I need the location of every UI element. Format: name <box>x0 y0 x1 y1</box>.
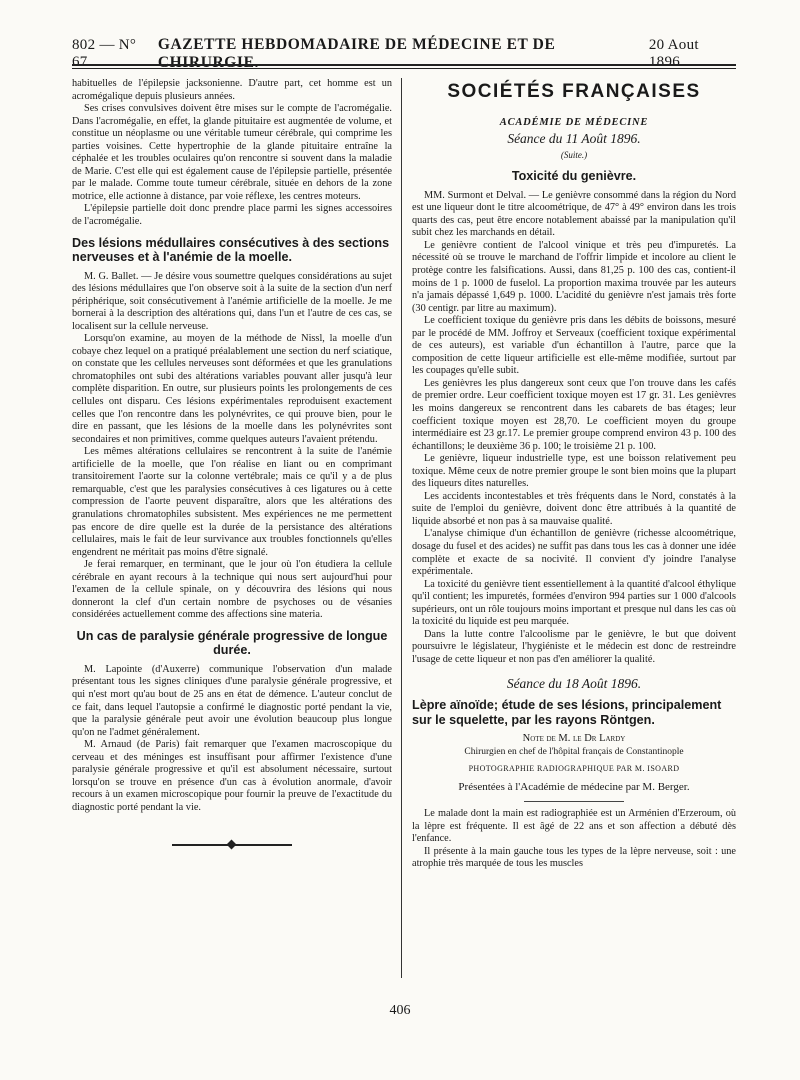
paragraph: M. Arnaud (de Paris) fait remarquer que l'examen macroscopique du cerveau et des méninges est insuffisant pour affirmer l'existence d'une paralysie générale progressive et qu'il est absolument nécessaire, surtout lorsqu'on se trouve en présence d'un cas à évolution anormale, d'avoir recours à un examen microscopique pour fournir la preuve de l'exactitude du diagnostic porté pendant la vie. <box>72 739 392 813</box>
note-author: Note de M. le Dr Lardy <box>522 733 626 745</box>
paragraph: Dans la lutte contre l'alcoolisme par le genièvre, le but que doivent poursuivre le législateur, l'hygiéniste et le médecin est donc de restreindre l'usage de cette liqueur et non pas d'en améliorer la qualité. <box>412 628 736 665</box>
running-header <box>72 36 736 71</box>
header-rule-thin <box>72 68 736 69</box>
paragraph: Les genièvres les plus dangereux sont ceux que l'on trouve dans les cafés de premier ordre. Leur coefficient toxique moyen est 17 gr. 31. Les genièvres les moins dangereux se rencontrent dans les cabarets de bas étages; leur coefficient toxique moyen est 28,70. Le coefficient moyen du groupe intermédiaire est 23 gr.17. Le premier groupe comprend environ 43 p. 100 des échantillons; le deuxième 36 p. 100; le troisième 21 p. 100. <box>412 377 736 452</box>
section-heading: Des lésions médullaires consécutives à des sections nerveuses et à l'anémie de la moelle. <box>72 235 390 265</box>
right-column <box>412 78 736 871</box>
paragraph: Les mêmes altérations cellulaires se rencontrent à la suite de l'anémie artificielle de la moelle, que l'on réalise en liant ou en comprimant transitoirement l'aorte sur la colonne vertébrale; mais ce qu'il y a de plus remarquable, c'est que les paralysies consécutives à ces ligatures ou à cette compression de l'aorte peuvent disparaître, alors que les altérations des granulations chromatophiles subsistent. Mes expériences ne me permettent pas encore de dire quelle est la durée de la persistance des altérations cellulaires, mais le fait de leur survivance aux troubles fonctionnels qu'elles engendrent ne méritait pas moins d'être signalé. <box>72 446 392 558</box>
academy-heading: ACADÉMIE DE MÉDECINE <box>499 116 649 128</box>
paragraph: MM. Surmont et Delval. — Le genièvre consommé dans la région du Nord est une liqueur dont le titre alcoométrique, de 47° à 49° environ dans les trois quarts des cas, peut être encore notablement abaissé par la manipulation qu'il subit chez les marchands en détail. <box>412 189 736 239</box>
main-heading: SOCIÉTÉS FRANÇAISES <box>447 81 701 102</box>
paragraph: M. G. Ballet. — Je désire vous soumettre quelques considérations au sujet des lésions médullaires que l'on observe soit à la suite de la section d'un nerf périphérique, soit consécutivement à l'anémie artificielle de la moelle. Je me bornerai à la description des altérations qui, dans l'un et l'autre de ces cas, se localisent sur la cellule nerveuse. <box>72 270 392 332</box>
page-number: 802 — N° 67. <box>72 37 137 70</box>
issue-date: 20 Aout 1896. <box>648 37 699 70</box>
folio-number: 406 <box>389 1003 411 1018</box>
paragraph: Ses crises convulsives doivent être mises sur le compte de l'acromégalie. Dans l'acromégalie, en effet, la glande pituitaire est augmentée de volume, et constitue un néoplasme ou une véritable tumeur cérébrale, qui comprime les parties voisines. Cette hypertrophie de la glande pituitaire entraîne la céphalée et les troubles oculaires qu'on rencontre si souvent dans la maladie de Marie. C'est elle qui est également cause de l'épilepsie partielle, présentée par le malade. Comme toute tumeur cérébrale, située en dehors de la zone motrice, elle actionne à distance, par voie réflexe, les centres moteurs. <box>72 103 392 202</box>
session-date: Séance du 11 Août 1896. <box>507 131 641 147</box>
paragraph: Le genièvre, liqueur industrielle type, est une boisson relativement peu toxique. Même ceux de notre premier groupe le sont bien moins que la plupart des liqueurs dites naturelles. <box>412 453 736 490</box>
section-heading: Un cas de paralysie générale progressive de longue durée. <box>76 628 388 658</box>
paragraph: Le genièvre contient de l'alcool vinique et très peu d'impuretés. La nécessité où se trouve le marchand de l'offrir limpide et incolore au client le protège contre les falsifications. Aussi, dans 81,25 p. 100 des cas, contient-il moins de 1 p. 1000 de fuselol. La proportion maxima trouvée par les auteurs n'a jamais dépassé 1,649 p. 1000. L'acidité du genièvre n'est jamais très forte (30 centigr. par litre au maximum). <box>412 239 736 314</box>
journal-title: GAZETTE HEBDOMADAIRE DE MÉDECINE ET DE CHIRURGIE. <box>157 36 556 71</box>
paragraph: Il présente à la main gauche tous les types de la lèpre nerveuse, soit : une atrophie très marquée de tous les muscles <box>412 845 736 870</box>
short-rule <box>524 801 624 802</box>
photo-credit: PHOTOGRAPHIE RADIOGRAPHIQUE PAR M. ISOARD <box>468 764 680 774</box>
paragraph: La toxicité du genièvre tient essentiellement à la quantité d'alcool éthylique qu'il contient; les impuretés, formées d'environ 994 parties sur 1 000 d'alcools supérieurs, ont un rôle toujours moins important et presque nul dans les cas où la toxicité du liquide est peu marquée. <box>412 578 736 628</box>
column-divider <box>401 78 402 978</box>
continued-label: (Suite.) <box>560 149 588 160</box>
section-heading: Toxicité du genièvre. <box>511 169 637 184</box>
header-rule <box>72 64 736 66</box>
session-date: Séance du 18 Août 1896. <box>506 676 642 692</box>
end-ornament <box>172 842 292 848</box>
paragraph: Les accidents incontestables et très fréquents dans le Nord, constatés à la suite de l'emploi du genièvre, doivent donc être attribués à la quantité de liquide absorbé et non pas à sa mauvaise qualité. <box>412 490 736 527</box>
paragraph: Le coefficient toxique du genièvre pris dans les débits de boissons, mesuré par le procédé de MM. Joffroy et Serveaux (coefficient toxique expérimental de ces auteurs), est variable d'un échantillon à l'autre, parce que la composition de cette liqueur artificielle est elle-même modifiée, surtout par les coupages qu'elle subit. <box>412 315 736 377</box>
paragraph: Le malade dont la main est radiographiée est un Arménien d'Erzeroum, où la lèpre est fréquente. Il est âgé de 22 ans et son affection a débuté dès l'enfance. <box>412 808 736 845</box>
paragraph: L'analyse chimique d'un échantillon de genièvre (richesse alcoométrique, dosage du fusel et des acides) ne suffit pas dans tous les cas à donner une idée complète et exacte de sa nocivité. Il convient d'y joindre l'analyse expérimentale. <box>412 528 736 578</box>
section-heading: Lèpre aïnoïde; étude de ses lésions, principalement sur le squelette, par les rayons Röntgen. <box>412 698 722 727</box>
paragraph: habituelles de l'épilepsie jacksonienne. D'autre part, cet homme est un acromégalique depuis plusieurs années. <box>72 78 392 102</box>
left-column <box>72 78 392 848</box>
paragraph: M. Lapointe (d'Auxerre) communique l'observation d'un malade présentant tous les signes cliniques d'une paralysie générale progressive, et qui n'est mort qu'au bout de 25 ans en état de démence. L'auteur conclut de ce fait, dans lequel l'autopsie a confirmé le diagnostic porté pendant la vie, que la paralysie générale peut avoir une évolution beaucoup plus longue qu'on ne l'admet généralement. <box>72 663 392 738</box>
paragraph: Je ferai remarquer, en terminant, que le jour où l'on étudiera la cellule cérébrale en ayant recours à la technique qui nous sert aujourd'hui pour l'examen de la cellule spinale, on y découvrira des lésions qui nous donneront la clef d'un certain nombre de psychoses ou de vésanies considérées actuellement comme des affections sine materia. <box>72 559 392 621</box>
note-affiliation: Chirurgien en chef de l'hôpital français de Constantinople <box>464 746 684 757</box>
paragraph: Lorsqu'on examine, au moyen de la méthode de Nissl, la moelle d'un cobaye chez lequel on a pratiqué préalablement une section du nerf sciatique, on constate que les cellules nerveuses sont déformées et que les granulations chromatophiles ont subi des altérations variables pouvant aller jusqu'à leur complète disparition. En outre, sur plusieurs points les prolongements de ces cellules ont disparu. Ces lésions expérimentales reproduisent exactement celles que l'on rencontre dans les polynévrites, ce qui prouve bien, pour le dire en passant, que les lésions de la moelle dans les polynévrites sont secondaires et non primitives, comme quelques auteurs l'avaient prétendu. <box>72 333 392 445</box>
presented-by: Présentées à l'Académie de médecine par M. Berger. <box>458 780 690 793</box>
paragraph: L'épilepsie partielle doit donc prendre place parmi les signes accessoires de l'acromégalie. <box>72 203 392 228</box>
